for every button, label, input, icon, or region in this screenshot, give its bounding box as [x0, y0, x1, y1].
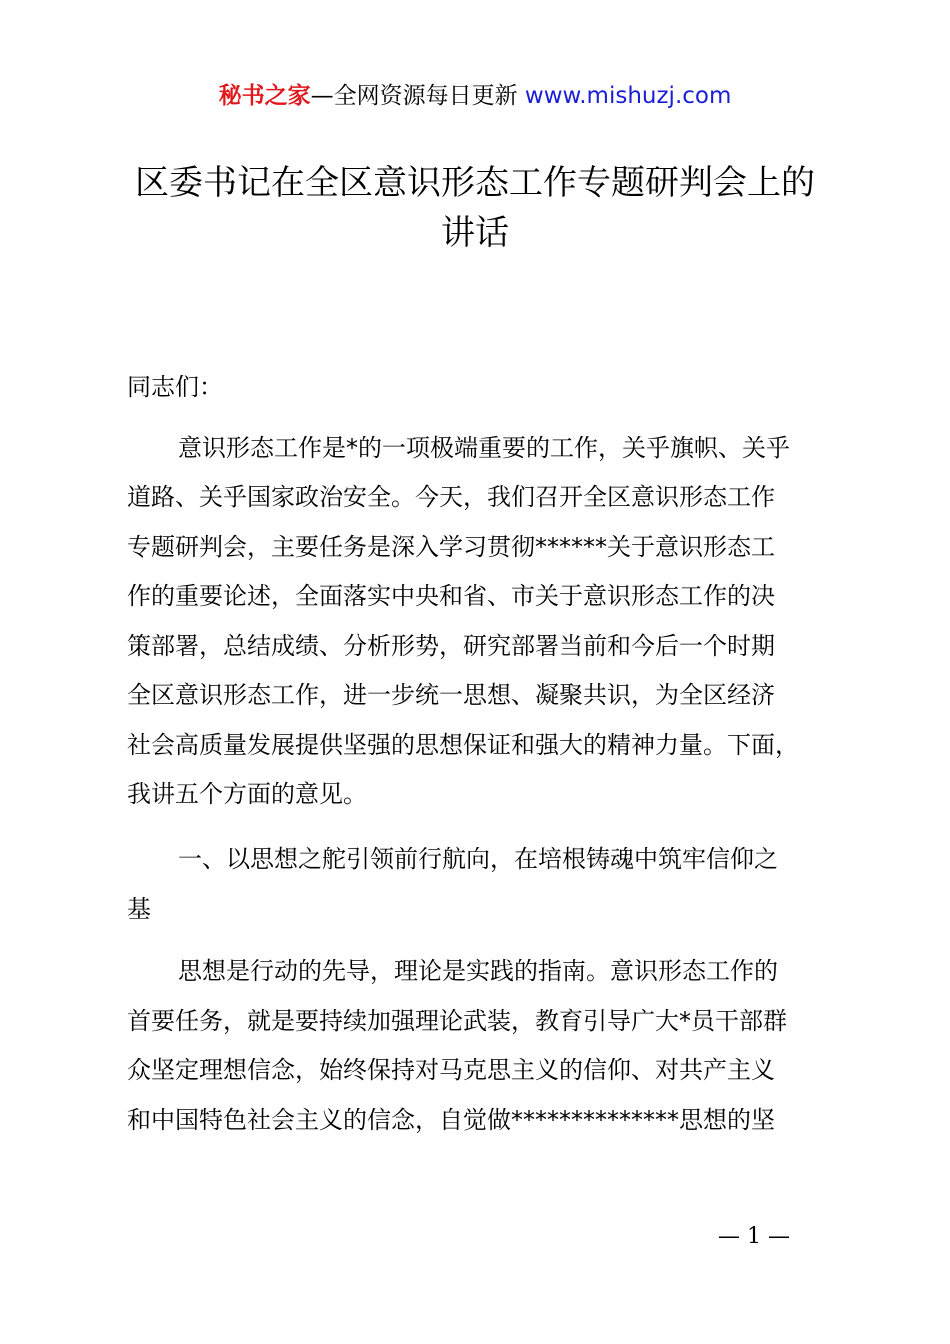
page-number: — 1 — — [718, 1224, 790, 1249]
paragraph-line: 意识形态工作是*的一项极端重要的工作，关乎旗帜、关乎 — [178, 434, 790, 462]
paragraph-line: 全区意识形态工作，进一步统一思想、凝聚共识，为全区经济 — [127, 681, 775, 709]
paragraph-line: 我讲五个方面的意见。 — [127, 780, 367, 808]
paragraph-line: 专题研判会，主要任务是深入学习贯彻******关于意识形态工 — [127, 533, 775, 561]
paragraph-line: 策部署，总结成绩、分析形势，研究部署当前和今后一个时期 — [127, 632, 775, 660]
heading-line: 一、以思想之舵引领前行航向，在培根铸魂中筑牢信仰之 — [178, 845, 778, 873]
site-url-link[interactable]: www.mishuzj.com — [524, 83, 732, 109]
title-line-2: 讲话 — [441, 213, 509, 253]
banner-tagline: —全网资源每日更新 — [310, 83, 525, 109]
paragraph-line: 首要任务，就是要持续加强理论武装，教育引导广大*员干部群 — [127, 1007, 787, 1035]
paragraph-line: 道路、关乎国家政治安全。今天，我们召开全区意识形态工作 — [127, 483, 775, 511]
paragraph-line: 作的重要论述，全面落实中央和省、市关于意识形态工作的决 — [127, 582, 775, 610]
salutation: 同志们： — [127, 373, 223, 401]
title-line-1: 区委书记在全区意识形态工作专题研判会上的 — [135, 163, 815, 203]
paragraph-line: 众坚定理想信念，始终保持对马克思主义的信仰、对共产主义 — [127, 1056, 775, 1084]
site-banner — [0, 80, 950, 112]
paragraph-line: 社会高质量发展提供坚强的思想保证和强大的精神力量。下面， — [127, 731, 799, 759]
paragraph-line: 和中国特色社会主义的信念，自觉做**************思想的坚 — [127, 1106, 775, 1134]
paragraph-line: 思想是行动的先导，理论是实践的指南。意识形态工作的 — [178, 957, 778, 985]
document-title — [100, 158, 850, 258]
heading-line: 基 — [127, 895, 151, 923]
brand-name: 秘书之家 — [218, 83, 311, 109]
